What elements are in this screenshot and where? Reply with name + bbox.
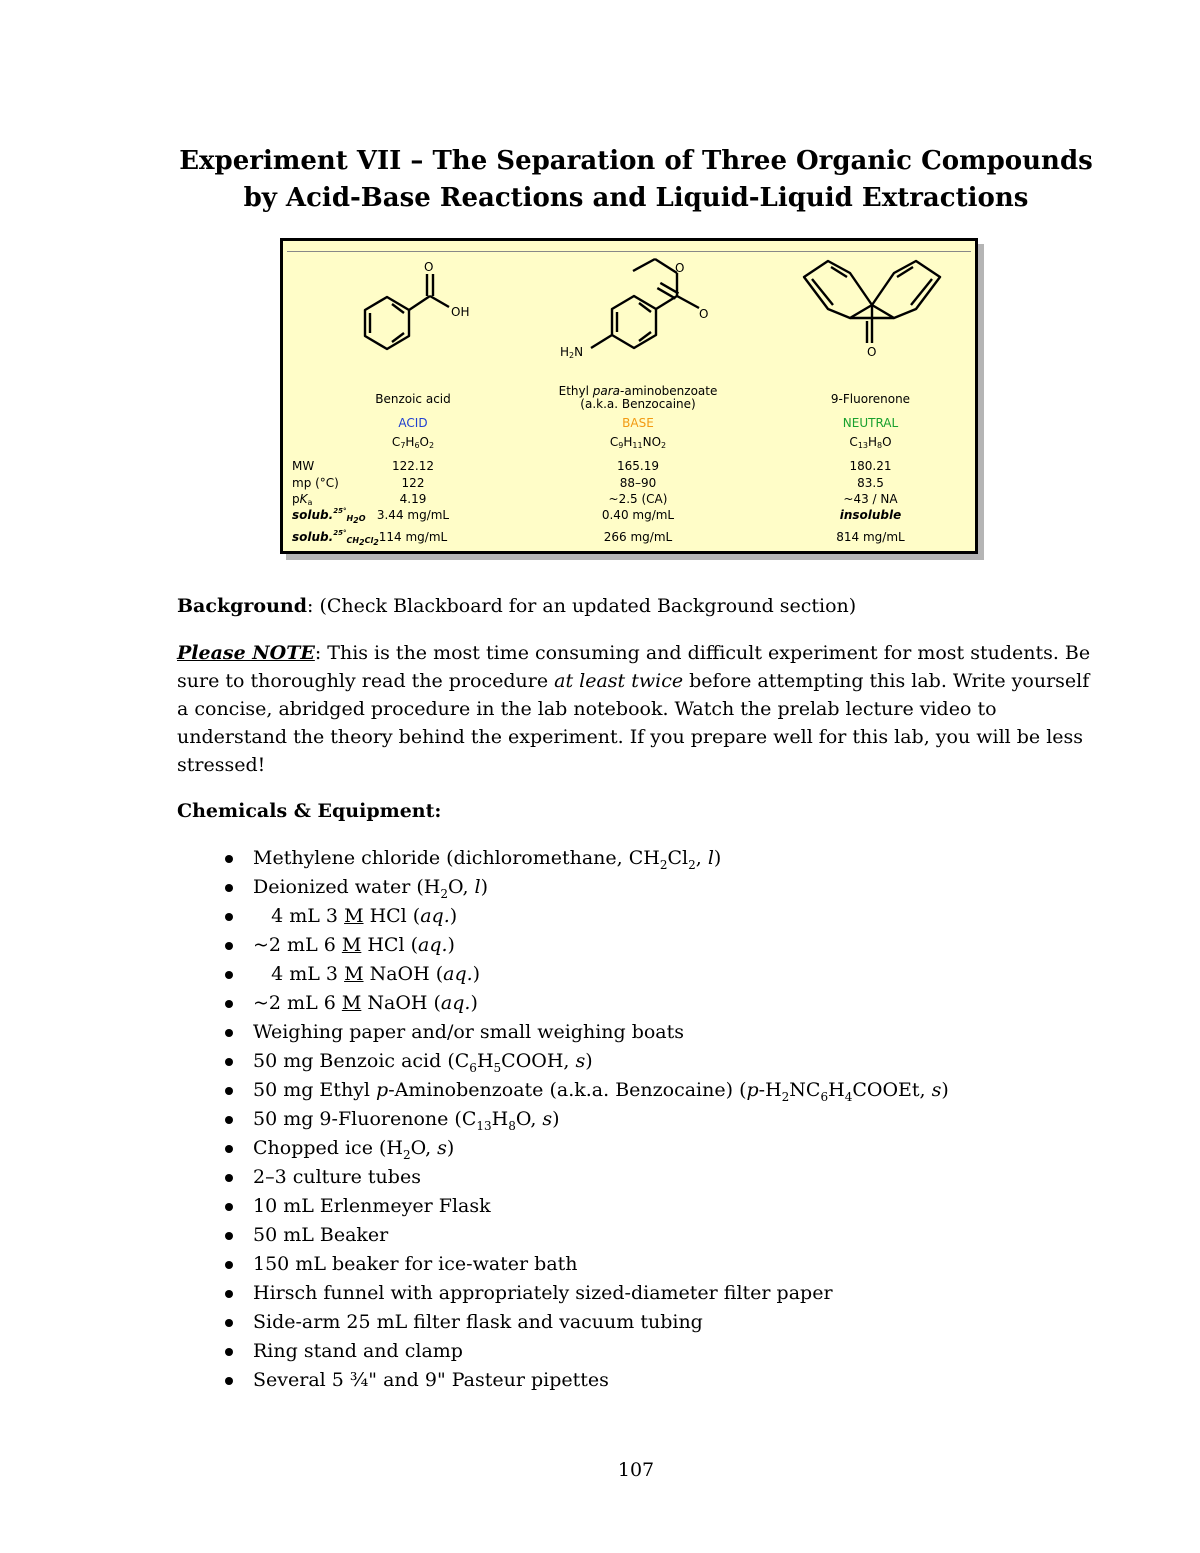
list-item: Hirsch funnel with appropriately sized-diameter filter paper	[215, 1279, 949, 1308]
chemicals-list	[215, 844, 949, 1395]
note-paragraph	[177, 639, 1097, 779]
list-item: ~2 mL 6 M NaOH (aq.)	[215, 989, 949, 1018]
solub-dcm-benzoic-acid: 114 mg/mL	[378, 530, 448, 544]
page-title-line-1: Experiment VII – The Separation of Three Organic Compounds	[179, 146, 1093, 176]
pka-benzoic-acid: 4.19	[399, 492, 427, 506]
compound-table-panel	[280, 238, 978, 554]
list-item: 10 mL Erlenmeyer Flask	[215, 1192, 949, 1221]
mp-benzocaine: 88–90	[619, 476, 657, 490]
list-item: Methylene chloride (dichloromethane, $CH_2Cl_2$, l)	[215, 844, 949, 873]
row-label-solub-dcm: solub.$^{25^\circ}_{CH_2Cl_2}$	[292, 529, 379, 547]
compound-name-benzoic-acid: Benzoic acid	[375, 392, 451, 406]
formula-benzocaine: $C_9H_{11}NO_2$	[609, 435, 667, 450]
list-item: 4 mL 3 M HCl (aq.)	[215, 902, 949, 931]
solub-water-benzoic-acid: 3.44 mg/mL	[376, 508, 450, 522]
list-item: ~2 mL 6 M HCl (aq.)	[215, 931, 949, 960]
pka-benzocaine: ~2.5 (CA)	[608, 492, 668, 506]
page-title-line-2: by Acid-Base Reactions and Liquid-Liquid Extractions	[243, 183, 1029, 213]
class-acid-label: ACID	[398, 416, 428, 430]
row-label-pka: $pK_a$	[292, 492, 313, 507]
solub-water-fluorenone: insoluble	[839, 508, 902, 522]
list-item: Ring stand and clamp	[215, 1337, 949, 1366]
note-emphasis: at least twice	[554, 670, 684, 692]
benzocaine-carbonyl-o: O	[699, 307, 709, 321]
fluorenone-structure	[804, 261, 940, 343]
list-item: Side-arm 25 mL filter flask and vacuum tubing	[215, 1308, 949, 1337]
class-neutral-label: NEUTRAL	[842, 416, 899, 430]
compound-name-benzocaine-line1: Ethyl para-aminobenzoate	[558, 384, 718, 398]
note-label: Please NOTE	[177, 642, 315, 664]
list-item: 2–3 culture tubes	[215, 1163, 949, 1192]
solub-dcm-benzocaine: 266 mg/mL	[603, 530, 673, 544]
formula-benzoic-acid: $C_7H_6O_2$	[391, 435, 435, 450]
benzocaine-ester-o: O	[675, 261, 685, 275]
background-text: : (Check Blackboard for an updated Background section)	[307, 595, 857, 617]
benzocaine-amine: $H_2N$	[560, 345, 584, 360]
list-item: Several 5 ¾" and 9" Pasteur pipettes	[215, 1366, 949, 1395]
solub-dcm-fluorenone: 814 mg/mL	[836, 530, 905, 544]
list-item: 50 mg Ethyl p-Aminobenzoate (a.k.a. Benzocaine) ($p-H_2NC_6H_4COOEt$, s)	[215, 1076, 949, 1105]
formula-fluorenone: $C_{13}H_8O$	[849, 435, 892, 450]
list-item: 50 mL Beaker	[215, 1221, 949, 1250]
mp-benzoic-acid: 122	[401, 476, 425, 490]
pka-fluorenone: ~43 / NA	[843, 492, 898, 506]
list-item: Deionized water ($H_2O$, l)	[215, 873, 949, 902]
class-base-label: BASE	[622, 416, 654, 430]
page-number: 107	[617, 1459, 655, 1481]
solub-water-benzocaine: 0.40 mg/mL	[601, 508, 675, 522]
note-text-1: : This is the most time consuming and difficult experiment for most students. Be sure to thoroughly read the procedure	[177, 642, 1091, 692]
compound-name-benzocaine-line2: (a.k.a. Benzocaine)	[580, 397, 696, 411]
fluorenone-carbonyl-o: O	[867, 345, 877, 359]
chemicals-heading: Chemicals & Equipment:	[177, 800, 442, 822]
mw-fluorenone: 180.21	[849, 459, 892, 473]
mw-benzoic-acid: 122.12	[392, 459, 434, 473]
note-text-2: before attempting this lab. Write yourself a concise, abridged procedure in the lab notebook. Watch the prelab lecture video to understand the theory behind the experiment. If you prepare well for this lab, you will be less stressed!	[177, 670, 1090, 776]
benzoic-acid-carbonyl-o: O	[424, 260, 434, 274]
mp-fluorenone: 83.5	[857, 476, 884, 490]
list-item: 50 mg 9-Fluorenone ($C_{13}H_8O$, s)	[215, 1105, 949, 1134]
list-item: 4 mL 3 M NaOH (aq.)	[215, 960, 949, 989]
list-item: Weighing paper and/or small weighing boats	[215, 1018, 949, 1047]
list-item: 150 mL beaker for ice-water bath	[215, 1250, 949, 1279]
row-label-mp: mp (°C)	[292, 476, 339, 490]
background-label: Background	[177, 595, 307, 617]
mw-benzocaine: 165.19	[617, 459, 659, 473]
compound-name-fluorenone: 9-Fluorenone	[830, 392, 911, 406]
benzoic-acid-oh: OH	[451, 305, 470, 319]
list-item: 50 mg Benzoic acid ($C_6H_5COOH$, s)	[215, 1047, 949, 1076]
list-item: Chopped ice ($H_2O$, s)	[215, 1134, 949, 1163]
row-label-solub-water: solub.$^{25^\circ}_{H_2O}$	[292, 507, 366, 525]
benzoic-acid-structure	[365, 274, 449, 349]
chemical-structures	[283, 241, 975, 361]
row-label-mw: MW	[292, 459, 315, 473]
background-paragraph	[177, 592, 1097, 620]
